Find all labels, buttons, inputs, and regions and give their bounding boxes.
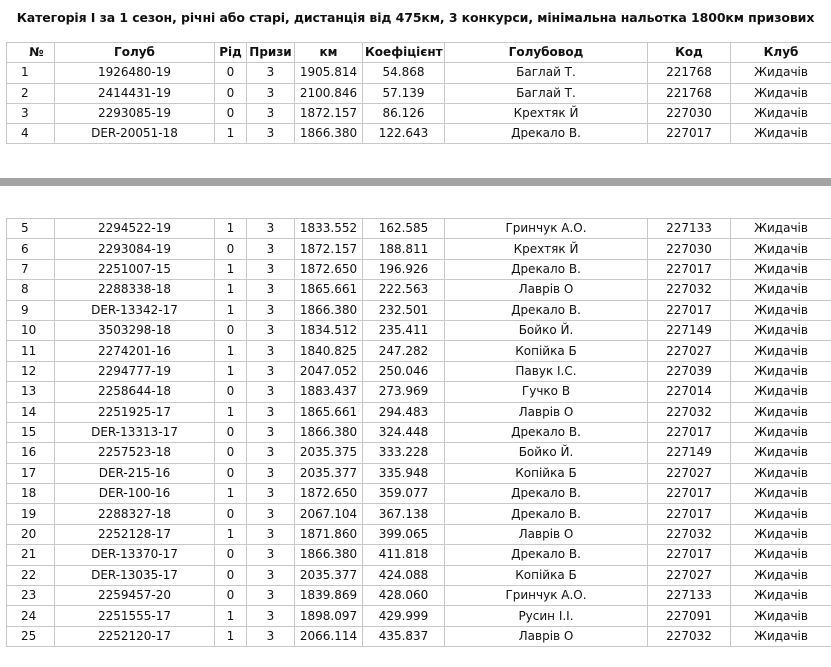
cell-number: 3 [7, 103, 55, 123]
cell-code: 227017 [648, 422, 731, 442]
cell-number: 12 [7, 361, 55, 381]
cell-pigeon: DER-100-16 [55, 484, 215, 504]
results-body-top [7, 63, 831, 144]
cell-coefficient: 247.282 [363, 341, 445, 361]
header-row [7, 43, 831, 63]
cell-prizes: 3 [247, 341, 295, 361]
cell-club: Жидачів [731, 103, 831, 123]
cell-sex: 1 [215, 626, 247, 646]
cell-number: 24 [7, 606, 55, 626]
cell-km: 1872.650 [295, 484, 363, 504]
cell-sex: 0 [215, 545, 247, 565]
cell-pigeon: 1926480-19 [55, 63, 215, 83]
cell-sex: 1 [215, 484, 247, 504]
cell-prizes: 3 [247, 606, 295, 626]
cell-number: 7 [7, 259, 55, 279]
cell-pigeon: 2274201-16 [55, 341, 215, 361]
cell-fancier: Копійка Б [445, 463, 648, 483]
cell-km: 1866.380 [295, 300, 363, 320]
cell-prizes: 3 [247, 300, 295, 320]
cell-code: 227133 [648, 586, 731, 606]
cell-km: 1866.380 [295, 545, 363, 565]
cell-club: Жидачів [731, 63, 831, 83]
cell-pigeon: 2288327-18 [55, 504, 215, 524]
cell-prizes: 3 [247, 504, 295, 524]
cell-code: 227027 [648, 341, 731, 361]
cell-prizes: 3 [247, 320, 295, 340]
cell-prizes: 3 [247, 626, 295, 646]
cell-code: 227027 [648, 463, 731, 483]
cell-coefficient: 294.483 [363, 402, 445, 422]
cell-coefficient: 86.126 [363, 103, 445, 123]
cell-pigeon: 2257523-18 [55, 443, 215, 463]
cell-prizes: 3 [247, 83, 295, 103]
cell-prizes: 3 [247, 280, 295, 300]
results-table-bottom [6, 218, 831, 647]
cell-code: 227091 [648, 606, 731, 626]
cell-sex: 0 [215, 103, 247, 123]
cell-number: 6 [7, 239, 55, 259]
cell-sex: 1 [215, 280, 247, 300]
cell-pigeon: 2258644-18 [55, 382, 215, 402]
cell-km: 1839.869 [295, 586, 363, 606]
cell-coefficient: 273.969 [363, 382, 445, 402]
cell-code: 227017 [648, 504, 731, 524]
cell-fancier: Копійка Б [445, 341, 648, 361]
cell-fancier: Русин І.І. [445, 606, 648, 626]
cell-number: 14 [7, 402, 55, 422]
table-row [7, 463, 831, 483]
cell-sex: 1 [215, 300, 247, 320]
cell-pigeon: 2252120-17 [55, 626, 215, 646]
cell-coefficient: 411.818 [363, 545, 445, 565]
cell-prizes: 3 [247, 361, 295, 381]
cell-code: 227017 [648, 300, 731, 320]
cell-prizes: 3 [247, 422, 295, 442]
cell-pigeon: 2294522-19 [55, 219, 215, 239]
cell-fancier: Бойко Й. [445, 320, 648, 340]
cell-number: 20 [7, 524, 55, 544]
cell-number: 21 [7, 545, 55, 565]
table-row [7, 524, 831, 544]
cell-number: 9 [7, 300, 55, 320]
cell-code: 227017 [648, 545, 731, 565]
cell-fancier: Гринчук А.О. [445, 219, 648, 239]
cell-coefficient: 367.138 [363, 504, 445, 524]
cell-prizes: 3 [247, 219, 295, 239]
cell-pigeon: DER-215-16 [55, 463, 215, 483]
cell-fancier: Дрекало В. [445, 124, 648, 144]
cell-code: 227032 [648, 626, 731, 646]
cell-prizes: 3 [247, 103, 295, 123]
cell-number: 11 [7, 341, 55, 361]
cell-sex: 1 [215, 219, 247, 239]
cell-km: 1871.860 [295, 524, 363, 544]
cell-club: Жидачів [731, 320, 831, 340]
header-prizes: Призи [247, 43, 295, 63]
cell-prizes: 3 [247, 239, 295, 259]
cell-pigeon: 2293084-19 [55, 239, 215, 259]
cell-number: 8 [7, 280, 55, 300]
cell-fancier: Баглай Т. [445, 83, 648, 103]
table-row [7, 124, 831, 144]
cell-number: 22 [7, 565, 55, 585]
cell-sex: 1 [215, 524, 247, 544]
cell-km: 1872.650 [295, 259, 363, 279]
cell-club: Жидачів [731, 422, 831, 442]
cell-club: Жидачів [731, 219, 831, 239]
cell-km: 2047.052 [295, 361, 363, 381]
cell-sex: 1 [215, 606, 247, 626]
cell-pigeon: 2414431-19 [55, 83, 215, 103]
cell-club: Жидачів [731, 484, 831, 504]
cell-pigeon: DER-20051-18 [55, 124, 215, 144]
table-row [7, 382, 831, 402]
cell-prizes: 3 [247, 382, 295, 402]
cell-coefficient: 424.088 [363, 565, 445, 585]
cell-km: 2035.377 [295, 565, 363, 585]
cell-club: Жидачів [731, 524, 831, 544]
cell-prizes: 3 [247, 259, 295, 279]
cell-sex: 0 [215, 565, 247, 585]
cell-km: 1865.661 [295, 280, 363, 300]
cell-pigeon: 2251925-17 [55, 402, 215, 422]
cell-km: 1883.437 [295, 382, 363, 402]
cell-pigeon: 2251007-15 [55, 259, 215, 279]
cell-club: Жидачів [731, 504, 831, 524]
cell-number: 19 [7, 504, 55, 524]
cell-number: 5 [7, 219, 55, 239]
header-club: Клуб [731, 43, 831, 63]
cell-club: Жидачів [731, 626, 831, 646]
cell-club: Жидачів [731, 606, 831, 626]
cell-code: 227017 [648, 484, 731, 504]
cell-km: 1840.825 [295, 341, 363, 361]
cell-pigeon: DER-13313-17 [55, 422, 215, 442]
cell-code: 227017 [648, 259, 731, 279]
cell-code: 227032 [648, 280, 731, 300]
cell-club: Жидачів [731, 545, 831, 565]
cell-code: 227017 [648, 124, 731, 144]
cell-prizes: 3 [247, 463, 295, 483]
cell-coefficient: 335.948 [363, 463, 445, 483]
cell-prizes: 3 [247, 586, 295, 606]
cell-coefficient: 162.585 [363, 219, 445, 239]
cell-code: 227032 [648, 524, 731, 544]
cell-coefficient: 196.926 [363, 259, 445, 279]
cell-fancier: Дрекало В. [445, 484, 648, 504]
cell-coefficient: 188.811 [363, 239, 445, 259]
cell-coefficient: 324.448 [363, 422, 445, 442]
cell-number: 4 [7, 124, 55, 144]
cell-fancier: Дрекало В. [445, 504, 648, 524]
header-code: Код [648, 43, 731, 63]
header-km: км [295, 43, 363, 63]
cell-code: 227133 [648, 219, 731, 239]
cell-club: Жидачів [731, 239, 831, 259]
cell-coefficient: 435.837 [363, 626, 445, 646]
cell-coefficient: 232.501 [363, 300, 445, 320]
table-row [7, 63, 831, 83]
table-row [7, 219, 831, 239]
cell-sex: 1 [215, 259, 247, 279]
cell-number: 1 [7, 63, 55, 83]
table-row [7, 103, 831, 123]
cell-club: Жидачів [731, 341, 831, 361]
cell-km: 2100.846 [295, 83, 363, 103]
table-row [7, 320, 831, 340]
table-row [7, 361, 831, 381]
cell-sex: 1 [215, 402, 247, 422]
cell-coefficient: 428.060 [363, 586, 445, 606]
cell-km: 2035.377 [295, 463, 363, 483]
cell-club: Жидачів [731, 586, 831, 606]
table-row [7, 504, 831, 524]
cell-km: 2067.104 [295, 504, 363, 524]
cell-sex: 1 [215, 341, 247, 361]
cell-pigeon: 2259457-20 [55, 586, 215, 606]
table-row [7, 565, 831, 585]
cell-code: 227014 [648, 382, 731, 402]
cell-club: Жидачів [731, 280, 831, 300]
cell-km: 1834.512 [295, 320, 363, 340]
cell-sex: 1 [215, 361, 247, 381]
cell-pigeon: 3503298-18 [55, 320, 215, 340]
table-row [7, 280, 831, 300]
cell-sex: 0 [215, 382, 247, 402]
cell-club: Жидачів [731, 382, 831, 402]
table-row [7, 484, 831, 504]
cell-coefficient: 333.228 [363, 443, 445, 463]
header-coefficient: Коефіцієнт [363, 43, 445, 63]
cell-club: Жидачів [731, 124, 831, 144]
cell-pigeon: DER-13370-17 [55, 545, 215, 565]
cell-prizes: 3 [247, 124, 295, 144]
table-row [7, 239, 831, 259]
header-sex: Рід [215, 43, 247, 63]
cell-sex: 0 [215, 504, 247, 524]
cell-sex: 0 [215, 83, 247, 103]
cell-km: 1898.097 [295, 606, 363, 626]
cell-prizes: 3 [247, 484, 295, 504]
cell-prizes: 3 [247, 63, 295, 83]
cell-fancier: Копійка Б [445, 565, 648, 585]
cell-number: 18 [7, 484, 55, 504]
header-number: № [7, 43, 55, 63]
cell-fancier: Гринчук А.О. [445, 586, 648, 606]
cell-km: 1865.661 [295, 402, 363, 422]
cell-code: 227039 [648, 361, 731, 381]
cell-club: Жидачів [731, 463, 831, 483]
cell-prizes: 3 [247, 565, 295, 585]
cell-sex: 0 [215, 586, 247, 606]
cell-sex: 0 [215, 422, 247, 442]
header-fancier: Голубовод [445, 43, 648, 63]
cell-fancier: Дрекало В. [445, 545, 648, 565]
cell-number: 13 [7, 382, 55, 402]
cell-pigeon: 2293085-19 [55, 103, 215, 123]
cell-prizes: 3 [247, 524, 295, 544]
cell-coefficient: 429.999 [363, 606, 445, 626]
cell-sex: 0 [215, 443, 247, 463]
cell-sex: 0 [215, 320, 247, 340]
cell-club: Жидачів [731, 443, 831, 463]
cell-pigeon: 2288338-18 [55, 280, 215, 300]
cell-coefficient: 122.643 [363, 124, 445, 144]
cell-sex: 1 [215, 124, 247, 144]
cell-code: 227027 [648, 565, 731, 585]
cell-fancier: Лаврів О [445, 280, 648, 300]
cell-number: 23 [7, 586, 55, 606]
cell-code: 221768 [648, 83, 731, 103]
cell-coefficient: 359.077 [363, 484, 445, 504]
cell-number: 25 [7, 626, 55, 646]
table-row [7, 300, 831, 320]
cell-code: 227032 [648, 402, 731, 422]
cell-coefficient: 235.411 [363, 320, 445, 340]
cell-coefficient: 222.563 [363, 280, 445, 300]
results-body-bottom [7, 219, 831, 647]
cell-km: 1866.380 [295, 124, 363, 144]
cell-code: 227030 [648, 103, 731, 123]
cell-code: 227149 [648, 443, 731, 463]
table-row [7, 443, 831, 463]
cell-fancier: Дрекало В. [445, 300, 648, 320]
table-row [7, 606, 831, 626]
table-row [7, 83, 831, 103]
cell-coefficient: 250.046 [363, 361, 445, 381]
cell-fancier: Лаврів О [445, 524, 648, 544]
cell-coefficient: 57.139 [363, 83, 445, 103]
cell-pigeon: 2294777-19 [55, 361, 215, 381]
cell-fancier: Лаврів О [445, 402, 648, 422]
cell-km: 1905.814 [295, 63, 363, 83]
cell-fancier: Павук І.С. [445, 361, 648, 381]
cell-sex: 0 [215, 239, 247, 259]
cell-fancier: Баглай Т. [445, 63, 648, 83]
cell-number: 15 [7, 422, 55, 442]
cell-pigeon: DER-13035-17 [55, 565, 215, 585]
table-row [7, 402, 831, 422]
cell-km: 1872.157 [295, 103, 363, 123]
table-row [7, 259, 831, 279]
cell-number: 16 [7, 443, 55, 463]
cell-pigeon: 2252128-17 [55, 524, 215, 544]
cell-code: 227030 [648, 239, 731, 259]
cell-km: 1866.380 [295, 422, 363, 442]
cell-club: Жидачів [731, 259, 831, 279]
table-row [7, 626, 831, 646]
cell-sex: 0 [215, 463, 247, 483]
cell-fancier: Дрекало В. [445, 259, 648, 279]
cell-sex: 0 [215, 63, 247, 83]
cell-km: 2066.114 [295, 626, 363, 646]
cell-pigeon: DER-13342-17 [55, 300, 215, 320]
cell-club: Жидачів [731, 83, 831, 103]
cell-code: 221768 [648, 63, 731, 83]
page-divider [0, 178, 831, 186]
cell-club: Жидачів [731, 361, 831, 381]
cell-code: 227149 [648, 320, 731, 340]
page-title: Категорія I за 1 сезон, річні або старі, дистанція від 475км, 3 конкурси, мінімальна нальотка 1800км призових [16, 10, 815, 25]
cell-fancier: Крехтяк Й [445, 239, 648, 259]
cell-number: 17 [7, 463, 55, 483]
cell-fancier: Крехтяк Й [445, 103, 648, 123]
cell-coefficient: 399.065 [363, 524, 445, 544]
table-row [7, 422, 831, 442]
cell-km: 1872.157 [295, 239, 363, 259]
cell-club: Жидачів [731, 402, 831, 422]
cell-prizes: 3 [247, 545, 295, 565]
cell-km: 1833.552 [295, 219, 363, 239]
cell-fancier: Дрекало В. [445, 422, 648, 442]
cell-fancier: Лаврів О [445, 626, 648, 646]
cell-coefficient: 54.868 [363, 63, 445, 83]
cell-fancier: Бойко Й. [445, 443, 648, 463]
cell-fancier: Гучко В [445, 382, 648, 402]
table-row [7, 341, 831, 361]
header-pigeon: Голуб [55, 43, 215, 63]
cell-club: Жидачів [731, 565, 831, 585]
table-row [7, 586, 831, 606]
cell-club: Жидачів [731, 300, 831, 320]
cell-pigeon: 2251555-17 [55, 606, 215, 626]
cell-number: 10 [7, 320, 55, 340]
table-row [7, 545, 831, 565]
cell-prizes: 3 [247, 443, 295, 463]
results-table-top [6, 42, 831, 144]
cell-km: 2035.375 [295, 443, 363, 463]
cell-number: 2 [7, 83, 55, 103]
cell-prizes: 3 [247, 402, 295, 422]
